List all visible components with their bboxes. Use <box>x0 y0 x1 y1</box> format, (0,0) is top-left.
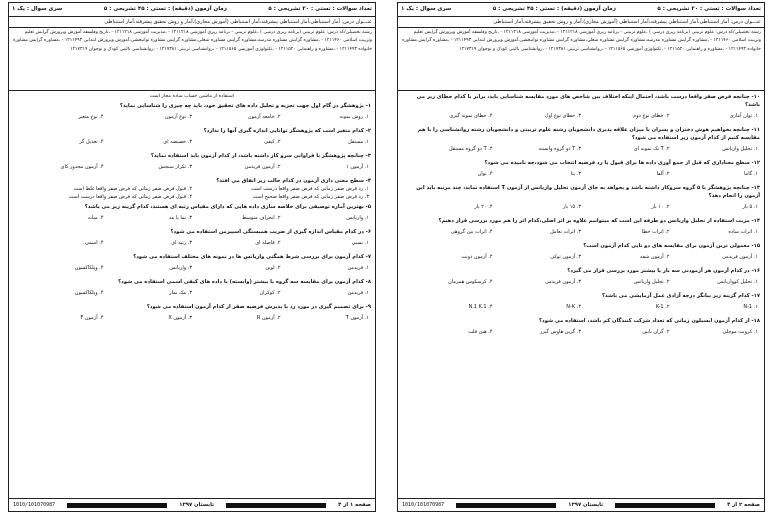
footer-bar <box>226 503 326 508</box>
exam-page-1 <box>8 2 376 512</box>
exam-code: 1010/101070987 <box>13 502 56 508</box>
options: ۱. نسبی ۲. فاصله ای ۳. رتبه ای ۴. اسمی <box>84 240 369 246</box>
options: ۱. تحلیل کوواریانس ۲. تحلیل واریانس ۳. آزمون فریدمن ۴. کرسکوس همزمان <box>448 279 758 285</box>
page-footer <box>9 498 375 511</box>
question-count: تعداد سوالات : تستی : ۲۰ تشریحی : ۵ <box>268 6 372 12</box>
options: ۱. فریدمن ۲. کوکران ۳. مک نمار ۴. ویلکاکسون <box>74 290 369 296</box>
question-8: ۸- کدام آزمون برای مقایسه سه گروه یا بیشتر (وابسته) با داده های کیفی اسمی استفاده می شود؟ <box>118 279 371 285</box>
question-14: ۱۴- مزیت استفاده از تحلیل واریانس دو طرفه این است که میتوانیم علاوه بر اثر اصلی،کدام اثر را هم مورد بررسی قرار دهیم؟ <box>438 218 760 224</box>
question-series: سری سوال : یک ۱ <box>12 6 63 12</box>
question-15: ۱۵- معمولی ترین آزمون برای مقایسه های دو تایی کدام آزمون است؟ <box>583 243 760 249</box>
question-5: ۵- بهترین آماره توصیفی برای خلاصه سازی داده هایی که دارای مقیاس رتبه ای هستند، کدام گزینه زیر می باشد؟ <box>84 204 371 210</box>
exam-page-2 <box>397 2 765 512</box>
page-header <box>9 3 375 91</box>
page-number: صفحه ۱ از ۴ <box>338 502 371 508</box>
major-codes: رشته تحصیلی/کد درس: علوم تربیتی (برنامه ریزی درسی ) ،علوم تربیتی - برنامه ریزی آموزشی ۱۲۱۱۲۱۸ - ،مدیریت آموزشی ۱۲۱۱۲۱۸ - ،تاریخ وفلسفه آموزش وپرورش گرایش تعلیم وتربیت اسلامی ۱۲۱۱۴۶۰ - ،مشاوره گرایش مشاوره مدرسه،مشاوره گرایش مشاوره شغلی،مشاوره گرایش مشاوره توانبخشی،آموزش وپرورش ابتدایی ۱۲۱۱۴۹۳ - ،مشاوره گرایش مشاوره خانواده ۱۲۱۱۴۹۳ - ،مشاوره و راهنمایی ۱۲۱۱۵۲۰ - ،تکنولوژی آموزشی ۱۲۱۱۵۶۵ - ،روانشناسی تربیتی ۱۲۱۷۳۸۱ - ،روانشناسی بالینی کودک و نوجوان ۱۲۱۷۳۱۹ <box>402 30 761 52</box>
course-title: عنـــوان درس: آمار استنباطی،آمار استنباطی پیشرفته،آمار استنباطی (آموزش مجازی)،آمار و روش تحقیق پیشرفته،آمار استنباطی <box>398 17 764 28</box>
options: ۱. توان آماری ۲. خطای نوع دوم ۳. خطای نوع اول ۴. خطای نمونه گیری <box>449 113 758 119</box>
options: ۱. مستقل ۲. کیفی ۳. خصیصه ای ۴. تعدیل گر <box>79 139 369 145</box>
footer-bar <box>456 503 556 508</box>
footer-bar <box>67 503 167 508</box>
question-6: ۶- در کدام مقیاس اندازه گیری از ضریب همبستگی اسپیرمن استفاده می شود؟ <box>170 229 371 235</box>
course-title: عنـــوان درس: آمار استنباطی،آمار استنباطی پیشرفته،آمار استنباطی (آموزش مجازی)،آمار و روش تحقیق پیشرفته،آمار استنباطی <box>9 17 375 28</box>
options: ۱. فریدمن ۲. لوین ۳. واریانس ۴. ویلکاکسون <box>74 265 369 271</box>
calculator-notice: استفاده از ماشین حساب ساده مجاز است <box>149 94 235 99</box>
question-1: ۱- پژوهشگر در گام اول جهت تجزیه و تحلیل داده های تحقیق خود، باید چه چیزی را شناسایی نماید؟ <box>119 103 371 109</box>
question-2: ۲- کدام متغیر است که پژوهشگر توانایی اندازه گیری آنها را ندارد؟ <box>203 128 371 134</box>
exam-term: تابستان ۱۳۹۷ <box>568 502 604 508</box>
question-3: ۳- چنانچه پژوهشگر با فراوانی سرو کار داشته باشد، از کدام آزمون باید استفاده نماید؟ <box>150 153 371 159</box>
page-footer <box>398 498 764 511</box>
options: ۱. آزمون فریدمن ۲. آزمون شفه ۳. آزمون توکی ۴. آزمون دونت <box>461 254 758 260</box>
question-13: ۱۳- چنانچه پژوهشگر با ۵ گروه سروکار داشته باشد و بخواهد به جای آزمون تحلیل واریانس از آزمون T استفاده نماید، چند مرتبه باید این آزمون را انجام دهد؟ <box>416 185 760 199</box>
options: ۱. آزمون ۱ ۲. آزمون فریدمن ۳. تکرار سنجش ۴. آزمون مجذور کای <box>60 164 369 170</box>
exam-code: 1010/101070987 <box>402 502 445 508</box>
major-codes: رشته تحصیلی/کد درس: علوم تربیتی (برنامه ریزی درسی ) ،علوم تربیتی - برنامه ریزی آموزشی ۱۲۱۱۲۱۸ - ،مدیریت آموزشی ۱۲۱۱۲۱۸ - ،تاریخ وفلسفه آموزش وپرورش گرایش تعلیم وتربیت اسلامی ۱۲۱۱۴۶۰ - ،مشاوره گرایش مشاوره مدرسه،مشاوره گرایش مشاوره شغلی،مشاوره گرایش مشاوره توانبخشی،آموزش وپرورش ابتدایی ۱۲۱۱۴۹۳ - ،مشاوره گرایش مشاوره خانواده ۱۲۱۱۴۹۳ - ،مشاوره و راهنمایی ۱۲۱۱۵۲۰ - ،تکنولوژی آموزشی ۱۲۱۱۵۶۵ - ،روانشناسی تربیتی ۱۲۱۷۳۸۱ - ،روانشناسی بالینی کودک و نوجوان ۱۲۱۷۳۱۹ <box>13 30 372 52</box>
options: ۱. رد فرض صفر زمانی که فرض صفر واقعا درست است ۲. قبول فرض صفر زمانی که فرض صفر واقعا غلط است ۳. رد فرض صفر زمانی که فرض صفر واقعا صحیح است ۴. قبول فرض صفر زمانی که فرض صفر واقعا درست است <box>68 186 369 200</box>
question-17: ۱۷- کدام گزینه زیر بیانگر درجه آزادی عمل آزمایشی می باشد؟ <box>602 293 760 299</box>
question-16: ۱۶- در کدام آزمون هر آزمودنی سه بار یا بیشتر مورد بررسی قرار می گیرد؟ <box>567 268 760 274</box>
exam-term: تابستان ۱۳۹۷ <box>179 502 215 508</box>
options: ۱. آزمون T ۲. آزمون R ۳. آزمون X ۴. آزمون F <box>80 315 369 321</box>
question-7: ۷- کدام آزمون برای بررسی شرط همگنی واریانس ها در نمونه های مختلف استفاده می شود؟ <box>133 254 371 260</box>
question-4: ۴- سطح معنی داری آزمون در کدام حالت زیر اتفاق می افتد؟ <box>216 178 371 184</box>
page-number: صفحه ۲ از ۴ <box>727 502 760 508</box>
exam-duration: زمان آزمون (دقیقه) : تستی : ۴۵ تشریحی : ۵ <box>492 6 616 12</box>
options: ۱. واریانس ۲. انحراف متوسط ۳. نما یا مد ۴. میانه <box>87 215 369 221</box>
question-10: ۱۰- چنانچه فرض صفر واقعا درست باشد، احتمال اینکه اختلاف بین شاخص های مورد مقایسه شناسایی باید، برابر با کدام خطای زیر می باشد؟ <box>416 94 760 108</box>
question-12: ۱۲- سطح معناداری که قبل از جمع آوری داده ها برای قبول یا رد فرضیه انتخاب می شود،چه نامیده می شود؟ <box>484 160 760 166</box>
options: ۱. تحلیل واریانس ۲. T تک نمونه ای ۳. T دو گروه وابسته ۴. T دو گروه مستقل <box>449 146 758 152</box>
options: ۱. گاما ۲. آلفا ۳. بتا ۴. توان <box>477 171 758 177</box>
options: ۱. N-1 ۲. K-1 ۳. N-K ۴. N.1 K.1 <box>468 304 758 310</box>
exam-duration: زمان آزمون (دقیقه) : تستی : ۴۵ تشریحی : ۵ <box>103 6 227 12</box>
question-18: ۱۸- از کدام آزمون ابسیلون زمانی که تعداد شرکت کنندگان کم باشد، استفاده می شود؟ <box>539 318 760 324</box>
question-count: تعداد سوالات : تستی : ۲۰ تشریحی : ۵ <box>657 6 761 12</box>
question-series: سری سوال : یک ۱ <box>401 6 452 12</box>
options: ۱. اثرات ساده ۲. اثرات خطا ۳. اثرات تعامل ۴. اثرات بین گروهی <box>450 229 758 235</box>
options: ۱. کرویت موچلی ۲. گران بابین ۳. گرین هاوس گیزر ۴. هین فلت <box>468 329 758 335</box>
question-11: ۱۱- چنانچه بخواهیم هوش دختران و پسران با میزان علاقه پذیری دانشجویان رشته علوم تربیتی و دانشجویان رشته روانشناسی را با هم مقایسه کنیم از کدام آزمون زیر استفاده می شود؟ <box>417 127 760 141</box>
options: ۱. روش نمونه ۲. جامعه آزمون ۳. نوع آزمون ۴. نوع متغیر <box>78 114 369 120</box>
footer-bar <box>615 503 715 508</box>
question-9: ۹- برای تصمیم گیری در مورد رد یا پذیرش فرضیه صفر از کدام آزمون استفاده می شود؟ <box>146 304 371 310</box>
page-header <box>398 3 764 91</box>
options: ۱. ۵ بار ۲. ۱۰ بار ۳. ۱۵ بار ۴. ۲۰ بار <box>474 204 758 210</box>
